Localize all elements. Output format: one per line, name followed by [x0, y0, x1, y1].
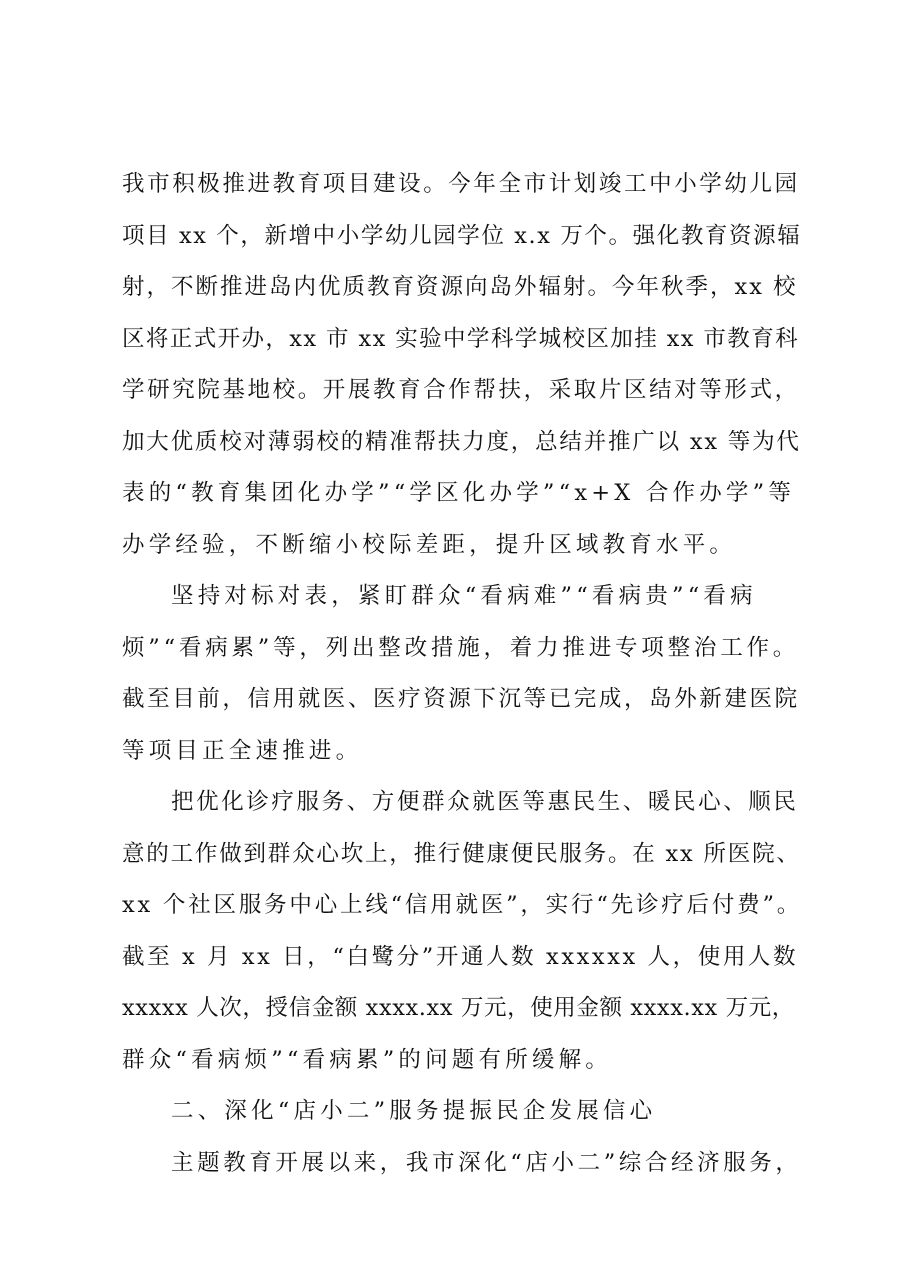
- text-line: 办学经验，不断缩小校际差距，提升区域教育水平。: [122, 531, 737, 558]
- text-line: 表的“教育集团化办学”“学区化办学”“x+X 合作办学”等: [122, 480, 796, 506]
- text-line: xxxxx 人次，授信金额 xxxx.xx 万元，使用金额 xxxx.xx 万元，: [122, 995, 795, 1021]
- text-line: xx 个社区服务中心上线“信用就医”，实行“先诊疗后付费”。: [122, 892, 803, 918]
- text-line: 烦”“看病累”等，列出整改措施，着力推进专项整治工作。: [122, 634, 800, 661]
- text-line: 把优化诊疗服务、方便群众就医等惠民生、暖民心、顺民: [171, 789, 799, 815]
- paragraph-healthcare-rectification: [122, 571, 802, 777]
- text-line: 意的工作做到群众心坎上，推行健康便民服务。在 xx 所医院、: [122, 840, 801, 867]
- text-line: 二、深化“店小二”服务提振民企发展信心: [171, 1098, 657, 1124]
- text-line: 等项目正全速推进。: [122, 737, 363, 764]
- text-line: 群众“看病烦”“看病累”的问题有所缓解。: [122, 1046, 613, 1073]
- paragraph-education-projects: [122, 159, 802, 571]
- text-line: 主题教育开展以来，我市深化“店小二”综合经济服务，: [171, 1149, 802, 1176]
- text-line: 项目 xx 个，新增中小学幼儿园学位 x.x 万个。强化教育资源辐: [122, 222, 802, 249]
- text-line: 学研究院基地校。开展教育合作帮扶，采取片区结对等形式，: [122, 377, 800, 403]
- paragraph-theme-education: [122, 1138, 802, 1190]
- section-heading: [122, 1086, 802, 1138]
- text-line: 我市积极推进教育项目建设。今年全市计划竣工中小学幼儿园: [122, 171, 800, 197]
- document-body: [122, 159, 802, 1189]
- text-line: 加大优质校对薄弱校的精准帮扶力度，总结并推广以 xx 等为代: [122, 428, 801, 455]
- text-line: 截至 x 月 xx 日，“白鹭分”开通人数 xxxxxx 人，使用人数: [122, 943, 799, 970]
- paragraph-credit-medical-service: [122, 777, 802, 1086]
- text-line: 截至目前，信用就医、医疗资源下沉等已完成，岛外新建医院: [122, 686, 800, 712]
- text-line: 射，不断推进岛内优质教育资源向岛外辐射。今年秋季，xx 校: [122, 274, 798, 300]
- text-line: 坚持对标对表，紧盯群众“看病难”“看病贵”“看病: [171, 583, 757, 609]
- text-line: 区将正式开办，xx 市 xx 实验中学科学城校区加挂 xx 市教育科: [122, 325, 799, 352]
